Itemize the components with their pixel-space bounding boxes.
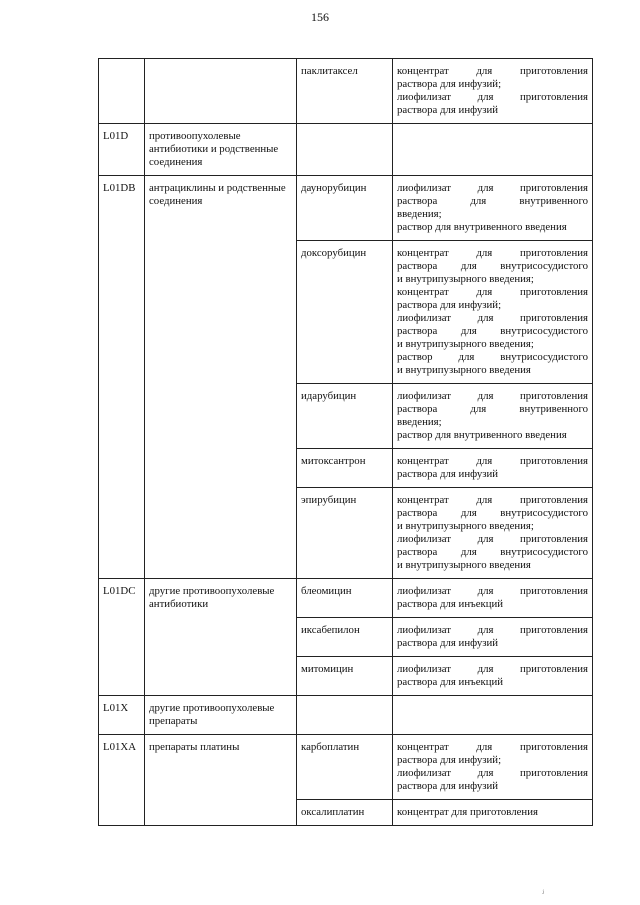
page-number: 156 [311, 10, 329, 24]
atc-code-cell [99, 59, 145, 124]
dosage-form-cell [393, 449, 593, 488]
drug-cell: эпирубицин [297, 488, 393, 579]
dosage-form-cell [393, 579, 593, 618]
dosage-form-cell [393, 59, 593, 124]
drug-cell: оксалиплатин [297, 800, 393, 826]
dosage-form-line: лиофилизат для приготовления [397, 533, 588, 545]
dosage-form-line: лиофилизат для приготовления [397, 767, 588, 779]
dosage-form-line: и внутрипузырного введения [397, 364, 531, 376]
dosage-form-line: и внутрипузырного введения [397, 559, 531, 571]
dosage-form-line: лиофилизат для приготовления [397, 624, 588, 636]
drug-cell: митоксантрон [297, 449, 393, 488]
dosage-form-line: лиофилизат для приготовления [397, 585, 588, 597]
drug-cell: карбоплатин [297, 735, 393, 800]
dosage-form-cell [393, 800, 593, 826]
drug-cell: идарубицин [297, 384, 393, 449]
dosage-form-line: лиофилизат для приготовления [397, 182, 588, 194]
atc-code-cell: L01DB [99, 176, 145, 579]
dosage-form-line: и внутрипузырного введения; [397, 273, 534, 285]
dosage-form-line: раствора для инфузий; [397, 299, 502, 311]
dosage-form-line: концентрат для приготовления [397, 65, 588, 77]
dosage-form-line: концентрат для приготовления [397, 286, 588, 298]
dosage-form-line: раствора для инъекций [397, 676, 504, 688]
group-cell [145, 59, 297, 124]
drug-cell: митомицин [297, 657, 393, 696]
dosage-form-line: раствора для инфузий; [397, 78, 502, 90]
dosage-form-line: раствора для внутрисосудистого [397, 260, 588, 272]
table-row [99, 579, 593, 618]
dosage-form-cell [393, 735, 593, 800]
dosage-form-line: раствора для внутрисосудистого [397, 325, 588, 337]
dosage-form-cell [393, 657, 593, 696]
dosage-form-line: раствор для внутрисосудистого [397, 351, 588, 363]
dosage-form-line: раствора для внутрисосудистого [397, 507, 588, 519]
dosage-form-line: концентрат для приготовления [397, 494, 588, 506]
dosage-form-cell [393, 488, 593, 579]
table-row [99, 176, 593, 241]
dosage-form-cell [393, 241, 593, 384]
dosage-form-line: концентрат для приготовления [397, 741, 588, 753]
drug-cell: блеомицин [297, 579, 393, 618]
dosage-form-line: лиофилизат для приготовления [397, 91, 588, 103]
drug-cell: паклитаксел [297, 59, 393, 124]
dosage-form-line: концентрат для приготовления [397, 806, 538, 818]
table-row [99, 696, 593, 735]
dosage-form-line: и внутрипузырного введения; [397, 338, 534, 350]
dosage-form-line: раствора для инфузий [397, 468, 499, 480]
dosage-form-cell [393, 176, 593, 241]
group-cell: противоопухолевые антибиотики и родственные соединения [145, 124, 297, 176]
atc-code-cell: L01XA [99, 735, 145, 826]
dosage-form-line: раствора для внутривенного [397, 403, 588, 415]
table-row [99, 735, 593, 800]
dosage-form-line: раствора для инфузий [397, 780, 499, 792]
dosage-form-line: раствора для инфузий [397, 104, 499, 116]
dosage-form-line: концентрат для приготовления [397, 455, 588, 467]
drug-cell: иксабепилон [297, 618, 393, 657]
corner-mark: ⱼ [541, 886, 544, 895]
dosage-form-line: раствор для внутривенного введения [397, 221, 567, 233]
dosage-form-line: лиофилизат для приготовления [397, 390, 588, 402]
dosage-form-line: и внутрипузырного введения; [397, 520, 534, 532]
dosage-form-cell [393, 124, 593, 176]
table-row [99, 124, 593, 176]
atc-code-cell: L01X [99, 696, 145, 735]
drug-cell [297, 124, 393, 176]
group-cell: другие противоопухолевые антибиотики [145, 579, 297, 696]
group-cell: антрациклины и родственные соединения [145, 176, 297, 579]
drug-cell: доксорубицин [297, 241, 393, 384]
drug-cell: даунорубицин [297, 176, 393, 241]
dosage-form-line: раствора для инфузий [397, 637, 499, 649]
dosage-form-line: раствора для инфузий; [397, 754, 502, 766]
dosage-form-line: введения; [397, 416, 442, 428]
dosage-form-line: раствора для внутривенного [397, 195, 588, 207]
dosage-form-line: введения; [397, 208, 442, 220]
dosage-form-line: концентрат для приготовления [397, 247, 588, 259]
dosage-form-cell [393, 696, 593, 735]
group-cell: препараты платины [145, 735, 297, 826]
table-row [99, 59, 593, 124]
drug-cell [297, 696, 393, 735]
atc-code-cell: L01DC [99, 579, 145, 696]
dosage-form-cell [393, 618, 593, 657]
dosage-form-line: раствора для инъекций [397, 598, 504, 610]
dosage-form-line: раствора для внутрисосудистого [397, 546, 588, 558]
group-cell: другие противоопухолевые препараты [145, 696, 297, 735]
dosage-form-cell [393, 384, 593, 449]
table-body [99, 59, 593, 826]
dosage-form-line: раствор для внутривенного введения [397, 429, 567, 441]
atc-code-cell: L01D [99, 124, 145, 176]
dosage-form-line: лиофилизат для приготовления [397, 312, 588, 324]
dosage-form-line: лиофилизат для приготовления [397, 663, 588, 675]
drug-table [98, 58, 593, 826]
